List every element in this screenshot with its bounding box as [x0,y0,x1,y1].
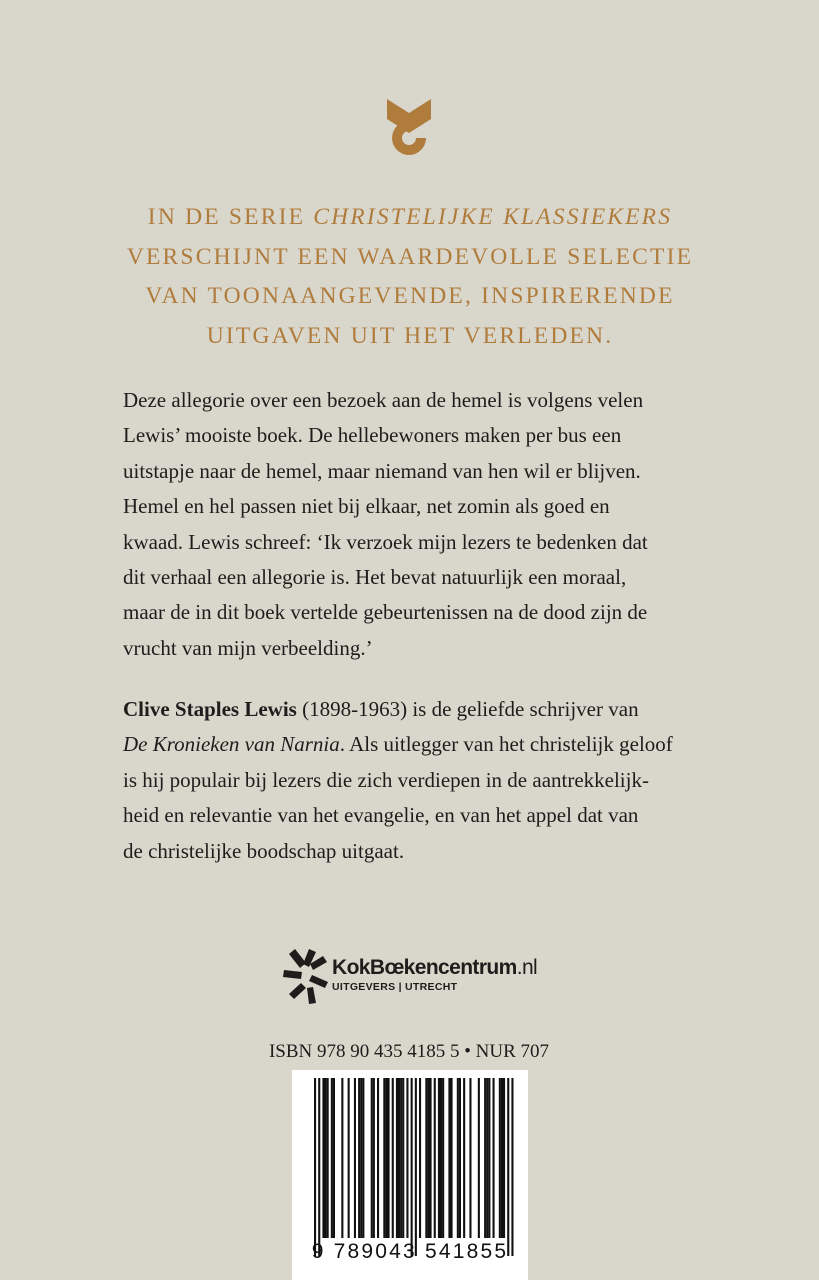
barcode-bar [385,1078,387,1238]
barcode-bar [402,1078,404,1238]
bio-line-1-rest: (1898-1963) is de geliefde schrijver van [296,697,639,721]
bio-line-2 [123,727,723,762]
description-line: dit verhaal een allegorie is. Het bevat natuurlijk een moraal, [123,565,627,590]
barcode-bar [411,1078,413,1256]
barcode-bar [360,1078,362,1238]
barcode-bar [322,1078,324,1238]
barcode-bar [318,1078,320,1256]
barcode-bar [438,1078,440,1238]
barcode-bar [469,1078,471,1238]
bio-line-4: heid en relevantie van het evangelie, en van het appel dat van [123,803,639,828]
series-line-2: VERSCHIJNT EEN WAARDEVOLLE SELECTIE [126,243,694,270]
author-name: Clive Staples Lewis [123,697,297,721]
kok-boekencentrum-logo-icon [282,948,332,1004]
barcode-bar [354,1078,356,1238]
barcode-bar [333,1078,335,1238]
isbn-line: ISBN 978 90 435 4185 5 • NUR 707 [268,1041,550,1062]
barcode-bar [325,1078,327,1238]
bio-line-5: de christelijke boodschap uitgaat. [123,838,405,863]
barcode-bar [331,1078,333,1238]
bio-line-1 [123,692,723,727]
barcode-bar [486,1078,488,1238]
book-description [123,383,723,666]
barcode-bar [377,1078,379,1238]
barcode-bar [425,1078,427,1238]
series-logo-icon [385,97,433,155]
barcode-bar [442,1078,444,1238]
barcode-bar [484,1078,486,1238]
author-bio [123,692,723,869]
barcode-bar [488,1078,490,1238]
barcode-bar [406,1078,408,1238]
barcode-bar [457,1078,459,1238]
publisher-name-tld: .nl [516,956,538,979]
barcode-bar [440,1078,442,1238]
bio-line-3: is hij populair bij lezers die zich verdiepen in de aantrekkelijk- [123,767,649,792]
description-line: Hemel en hel passen niet bij elkaar, net zomin als goed en [123,494,610,519]
barcode-bar [383,1078,385,1238]
barcode-bar [314,1078,316,1256]
description-line: Deze allegorie over een bezoek aan de hemel is volgens velen [123,388,644,412]
barcode-bar [511,1078,513,1256]
publisher-name-main: KokBœkencentrum [332,956,517,979]
description-line: vrucht van mijn verbeelding.’ [123,635,373,660]
barcode-bar [501,1078,503,1238]
barcode-bar [419,1078,421,1238]
barcode-bar [388,1078,390,1238]
series-line-1-prefix: IN DE SERIE [147,204,314,230]
barcode-bar [503,1078,505,1238]
barcode-bar [448,1078,450,1238]
barcode-bar [371,1078,373,1238]
barcode-bar [362,1078,364,1238]
barcode-bar [396,1078,398,1238]
barcode-bar [463,1078,465,1238]
barcode-bar [341,1078,343,1238]
barcode-bar [373,1078,375,1238]
series-blurb [60,198,760,356]
barcode-bar [392,1078,394,1238]
description-line: uitstapje naar de hemel, maar niemand van hen wil er blijven. [123,458,641,483]
barcode-bar [451,1078,453,1238]
publisher-subtitle: UITGEVERS | UTRECHT [332,981,458,993]
barcode-bar [348,1078,350,1238]
barcode-bar [459,1078,461,1238]
barcode-bar [327,1078,329,1238]
series-line-4: UITGAVEN UIT HET VERLEDEN. [206,322,614,349]
description-line: kwaad. Lewis schreef: ‘Ik verzoek mijn lezers te bedenken dat [123,529,648,554]
series-name: CHRISTELIJKE KLASSIEKERS [313,204,673,230]
barcode-bar [493,1078,495,1238]
bio-line-2-rest: . Als uitlegger van het christelijk geloof [339,732,673,757]
barcode-bar [427,1078,429,1238]
barcode-bar [499,1078,501,1238]
barcode-bar [398,1078,400,1238]
barcode-bar [434,1078,436,1238]
narnia-title: De Kronieken van Narnia [123,732,340,757]
barcode-panel [292,1070,528,1280]
barcode-bar [415,1078,417,1256]
series-line-1 [60,198,760,238]
description-line: maar de in dit boek vertelde gebeurtenissen na de dood zijn de [123,600,648,625]
barcode-bar [400,1078,402,1238]
barcode-bar [430,1078,432,1238]
series-line-3: VAN TOONAANGEVENDE, INSPIRERENDE [145,283,675,309]
description-line: Lewis’ mooiste boek. De hellebewoners maken per bus een [123,423,622,448]
barcode-bar [358,1078,360,1238]
publisher-name [332,956,537,980]
barcode-bar [478,1078,480,1238]
barcode-digits: 9 789043 541855 [311,1240,509,1263]
barcode-bar [507,1078,509,1256]
publisher-logo [282,948,542,1006]
